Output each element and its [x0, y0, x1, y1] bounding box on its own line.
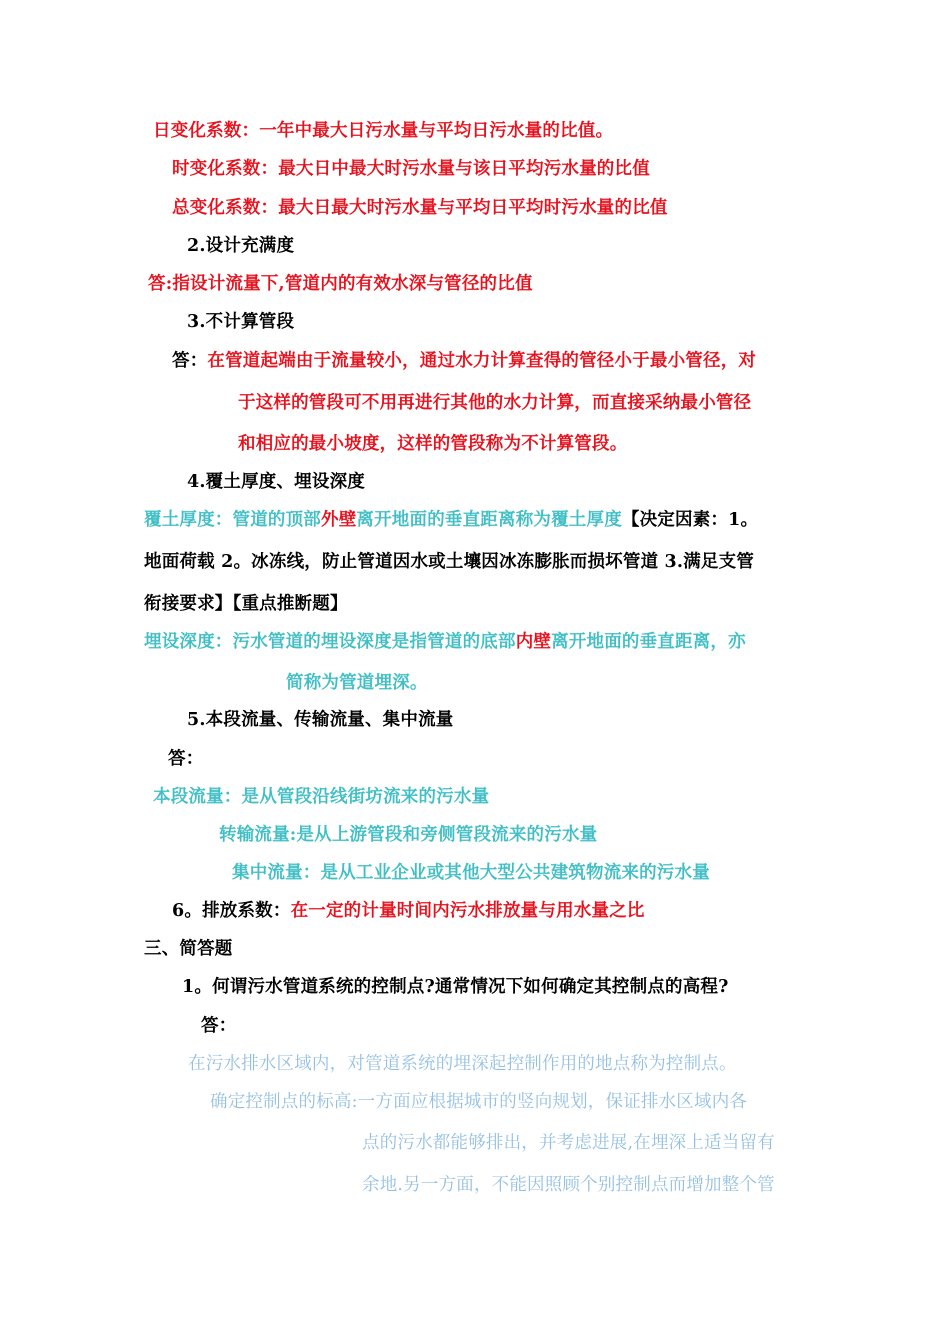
discharge-definition: 在一定的计量时间内污水排放量与用水量之比: [290, 901, 645, 921]
line-cover-factors-2: 地面荷载 2。冰冻线，防止管道因水或土壤因冰冻膨胀而损坏管道 3.满足支管: [144, 552, 755, 572]
line-concentrated-flow: 集中流量：是从工业企业或其他大型公共建筑物流来的污水量: [232, 863, 710, 883]
line-control-point-2: 确定控制点的标高:一方面应根据城市的竖向规划，保证排水区域内各: [210, 1092, 748, 1112]
line-hourly-coefficient: 时变化系数：最大日中最大时污水量与该日平均污水量的比值: [172, 159, 650, 179]
line-total-coefficient: 总变化系数：最大日最大时污水量与平均日平均时污水量的比值: [172, 198, 668, 218]
line-burial-depth: [144, 630, 746, 654]
noncalc-text-1: 在管道起端由于流量较小，通过水力计算查得的管径小于最小管径，对: [207, 351, 757, 371]
discharge-label: 6。排放系数：: [172, 901, 291, 921]
line-noncalc-1: [172, 349, 756, 373]
line-control-point-4: 余地.另一方面，不能因照顾个别控制点而增加整个管: [362, 1175, 775, 1195]
heading-noncalc-segment: 3.不计算管段: [187, 312, 295, 332]
answer-label: 答：: [168, 749, 204, 769]
burial-text-c: 离开地面的垂直距离，亦: [551, 632, 746, 652]
heading-cover-depth: 4.覆土厚度、埋设深度: [187, 472, 365, 492]
section-short-answer: 三、简答题: [144, 939, 233, 959]
heading-flows: 5.本段流量、传输流量、集中流量: [187, 710, 454, 730]
outer-wall-term: 外壁: [321, 510, 357, 530]
line-local-flow: 本段流量：是从管段沿线街坊流来的污水量: [153, 787, 490, 807]
line-noncalc-2: 于这样的管段可不用再进行其他的水力计算，而直接采纳最小管径: [238, 393, 752, 413]
line-transfer-flow: 转输流量:是从上游管段和旁侧管段流来的污水量: [219, 825, 598, 845]
cover-text-c: 离开地面的垂直距离称为覆土厚度: [356, 510, 622, 530]
answer-label-2: 答：: [201, 1016, 237, 1036]
line-control-point-1: 在污水排水区域内，对管道系统的埋深起控制作用的地点称为控制点。: [188, 1054, 737, 1074]
line-discharge-coefficient: [172, 899, 645, 923]
line-cover-thickness: [144, 508, 758, 532]
answer-prefix: 答：: [172, 351, 208, 371]
line-noncalc-3: 和相应的最小坡度，这样的管段称为不计算管段。: [238, 434, 628, 454]
question-1: 1。何谓污水管道系统的控制点?通常情况下如何确定其控制点的高程?: [182, 977, 729, 997]
cover-factors: 【决定因素：1。: [621, 510, 759, 530]
burial-text-a: 埋设深度：污水管道的埋设深度是指管道的底部: [144, 632, 516, 652]
line-control-point-3: 点的污水都能够排出，并考虑进展,在埋深上适当留有: [362, 1133, 775, 1153]
line-daily-coefficient: 日变化系数：一年中最大日污水量与平均日污水量的比值。: [153, 121, 614, 141]
line-fullness-answer: 答:指设计流量下,管道内的有效水深与管径的比值: [148, 274, 533, 294]
heading-design-fullness: 2.设计充满度: [187, 236, 295, 256]
inner-wall-term: 内壁: [515, 632, 552, 652]
line-burial-depth-2: 简称为管道埋深。: [286, 673, 428, 693]
cover-text-a: 覆土厚度：管道的顶部: [144, 510, 321, 530]
line-cover-factors-3: 衔接要求】【重点推断题】: [144, 594, 348, 614]
